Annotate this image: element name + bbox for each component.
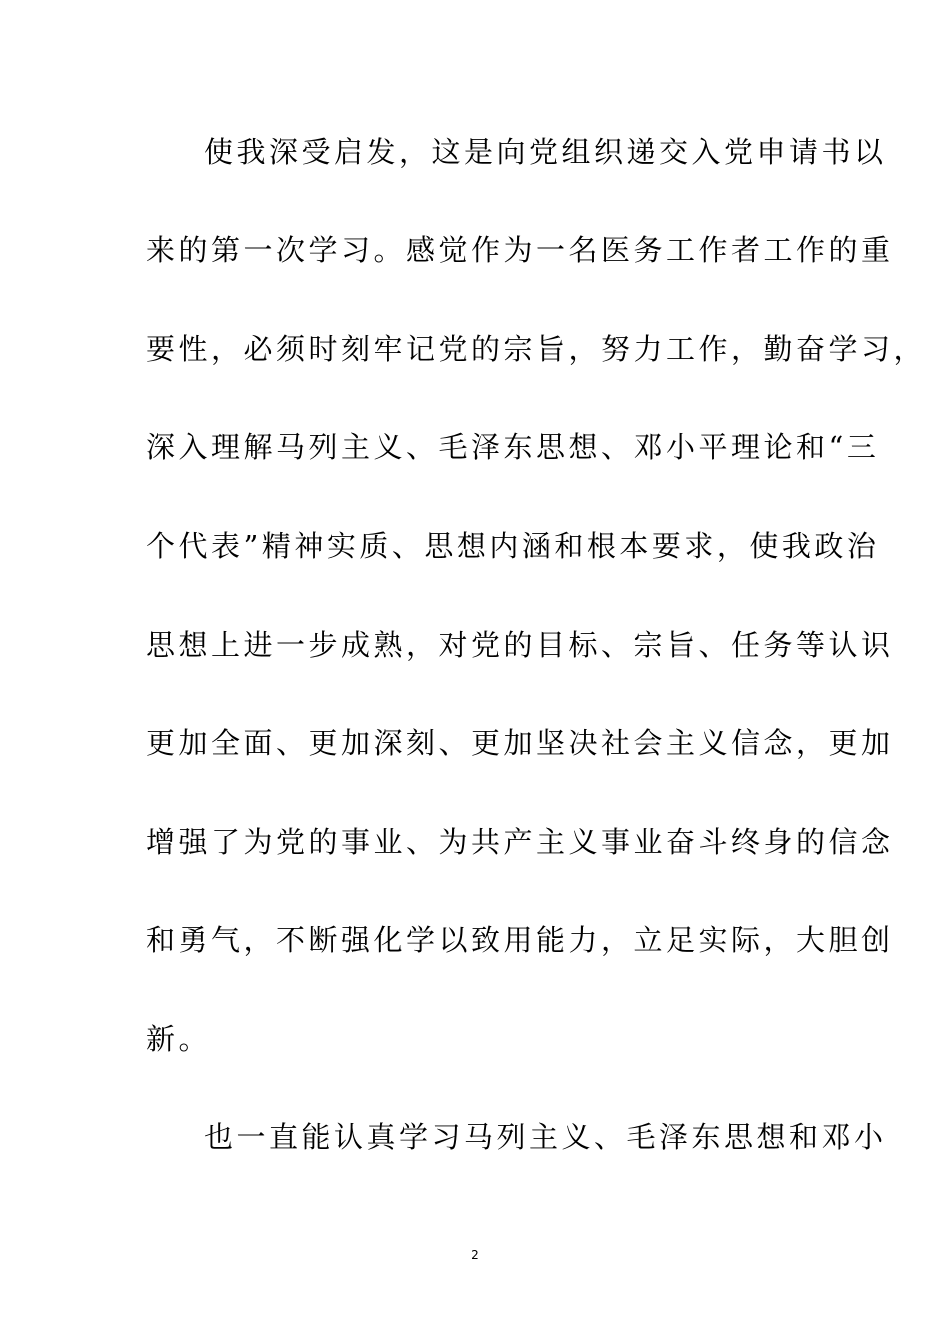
page-number: 2	[471, 1248, 479, 1262]
paragraph-1-line-6: 思想上进一步成熟，对党的目标、宗旨、任务等认识	[146, 628, 894, 662]
paragraph-1-line-9: 和勇气，不断强化学以致用能力，立足实际，大胆创	[146, 923, 894, 957]
paragraph-1-line-7: 更加全面、更加深刻、更加坚决社会主义信念，更加	[146, 726, 894, 760]
paragraph-1-line-1: 使我深受启发，这是向党组织递交入党申请书以	[204, 135, 887, 169]
paragraph-1-line-4: 深入理解马列主义、毛泽东思想、邓小平理论和“三	[146, 430, 880, 464]
paragraph-1-line-5: 个代表”精神实质、思想内涵和根本要求，使我政治	[146, 529, 880, 563]
paragraph-1-line-3: 要性，必须时刻牢记党的宗旨，努力工作，勤奋学习，	[146, 332, 927, 366]
paragraph-1-line-8: 增强了为党的事业、为共产主义事业奋斗终身的信念	[146, 825, 894, 859]
paragraph-2-line-1: 也一直能认真学习马列主义、毛泽东思想和邓小	[204, 1120, 887, 1154]
paragraph-1-line-10: 新。	[146, 1022, 212, 1056]
paragraph-1-line-2: 来的第一次学习。感觉作为一名医务工作者工作的重	[146, 233, 894, 267]
